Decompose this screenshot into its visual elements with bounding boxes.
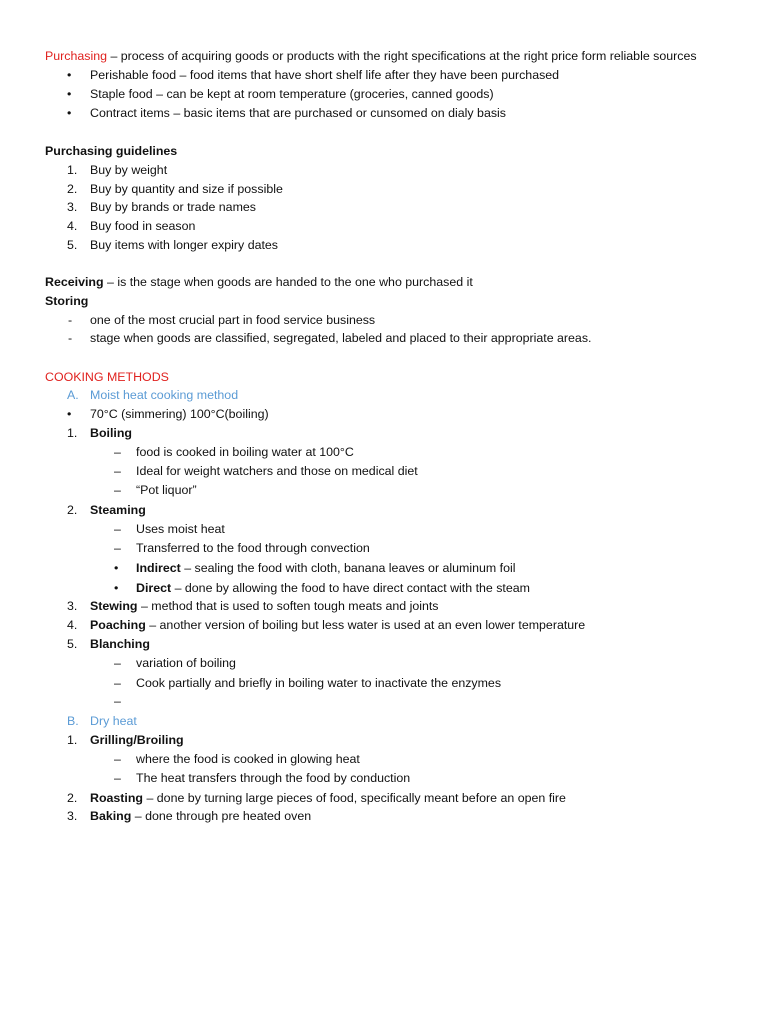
list-number: 3. bbox=[67, 809, 78, 823]
guideline-item: Buy by brands or trade names bbox=[90, 200, 256, 214]
endash-marker: – bbox=[114, 752, 121, 766]
dash-marker: - bbox=[68, 331, 73, 345]
endash-marker: – bbox=[114, 676, 121, 690]
stewing-item bbox=[90, 598, 439, 614]
section-letter: B. bbox=[67, 714, 79, 728]
receiving-definition bbox=[45, 274, 473, 290]
bullet-marker: • bbox=[67, 87, 72, 101]
purchasing-definition bbox=[45, 48, 697, 64]
boiling-title: Boiling bbox=[90, 426, 132, 440]
indirect-term: Indirect bbox=[136, 561, 181, 575]
list-number: 1. bbox=[67, 163, 78, 177]
purchasing-term: Purchasing bbox=[45, 49, 107, 63]
bullet-marker: • bbox=[67, 407, 72, 421]
direct-term: Direct bbox=[136, 581, 172, 595]
baking-text: – done through pre heated oven bbox=[131, 809, 312, 823]
list-number: 3. bbox=[67, 200, 78, 214]
section-letter: A. bbox=[67, 388, 79, 402]
poaching-item bbox=[90, 617, 585, 633]
endash-marker: – bbox=[114, 694, 121, 708]
list-number: 5. bbox=[67, 238, 78, 252]
endash-marker: – bbox=[114, 522, 121, 536]
poaching-text: – another version of boiling but less water is used at an even lower temperature bbox=[145, 618, 586, 632]
guidelines-heading: Purchasing guidelines bbox=[45, 144, 178, 158]
roasting-term: Roasting bbox=[90, 791, 144, 805]
steaming-title: Steaming bbox=[90, 503, 146, 517]
blanching-item: Cook partially and briefly in boiling water to inactivate the enzymes bbox=[136, 676, 502, 690]
guideline-item: Buy by weight bbox=[90, 163, 168, 177]
endash-marker: – bbox=[114, 541, 121, 555]
baking-term: Baking bbox=[90, 809, 132, 823]
guideline-item: Buy by quantity and size if possible bbox=[90, 182, 283, 196]
purchasing-bullet-staple: Staple food – can be kept at room temperature (groceries, canned goods) bbox=[90, 87, 494, 101]
endash-marker: – bbox=[114, 445, 121, 459]
list-number: 2. bbox=[67, 503, 78, 517]
purchasing-bullet-perishable: Perishable food – food items that have short shelf life after they have been purchased bbox=[90, 68, 560, 82]
list-number: 4. bbox=[67, 219, 78, 233]
roasting-item bbox=[90, 790, 566, 806]
bullet-marker: • bbox=[114, 561, 119, 575]
list-number: 5. bbox=[67, 637, 78, 651]
stewing-term: Stewing bbox=[90, 599, 138, 613]
moist-heat-title: Moist heat cooking method bbox=[90, 388, 239, 402]
list-number: 1. bbox=[67, 426, 78, 440]
cooking-methods-heading: COOKING METHODS bbox=[45, 370, 169, 384]
grilling-item: The heat transfers through the food by conduction bbox=[136, 771, 411, 785]
endash-marker: – bbox=[114, 656, 121, 670]
bullet-marker: • bbox=[67, 106, 72, 120]
receiving-definition-text: – is the stage when goods are handed to the one who purchased it bbox=[103, 275, 473, 289]
guideline-item: Buy food in season bbox=[90, 219, 196, 233]
storing-item: one of the most crucial part in food service business bbox=[90, 313, 376, 327]
purchasing-definition-text: – process of acquiring goods or products with the right specifications at the right price form reliable sources bbox=[107, 49, 697, 63]
direct-text: – done by allowing the food to have direct contact with the steam bbox=[171, 581, 530, 595]
grilling-title: Grilling/Broiling bbox=[90, 733, 184, 747]
baking-item bbox=[90, 808, 311, 824]
roasting-text: – done by turning large pieces of food, specifically meant before an open fire bbox=[143, 791, 566, 805]
bullet-marker: • bbox=[67, 68, 72, 82]
steaming-item: Uses moist heat bbox=[136, 522, 225, 536]
blanching-item: variation of boiling bbox=[136, 656, 236, 670]
list-number: 4. bbox=[67, 618, 78, 632]
list-number: 2. bbox=[67, 791, 78, 805]
storing-item: stage when goods are classified, segregated, labeled and placed to their appropriate areas. bbox=[90, 331, 592, 345]
dry-heat-title: Dry heat bbox=[90, 714, 137, 728]
boiling-item: “Pot liquor” bbox=[136, 483, 197, 497]
bullet-marker: • bbox=[114, 581, 119, 595]
blanching-title: Blanching bbox=[90, 637, 150, 651]
endash-marker: – bbox=[114, 464, 121, 478]
poaching-term: Poaching bbox=[90, 618, 146, 632]
list-number: 1. bbox=[67, 733, 78, 747]
steaming-direct bbox=[136, 580, 530, 596]
steaming-item: Transferred to the food through convection bbox=[136, 541, 370, 555]
indirect-text: – sealing the food with cloth, banana leaves or aluminum foil bbox=[180, 561, 516, 575]
list-number: 2. bbox=[67, 182, 78, 196]
endash-marker: – bbox=[114, 771, 121, 785]
moist-heat-temperature: 70°C (simmering) 100°C(boiling) bbox=[90, 407, 269, 421]
steaming-indirect bbox=[136, 560, 516, 576]
storing-heading: Storing bbox=[45, 294, 89, 308]
receiving-term: Receiving bbox=[45, 275, 104, 289]
endash-marker: – bbox=[114, 483, 121, 497]
purchasing-bullet-contract: Contract items – basic items that are purchased or cunsomed on dialy basis bbox=[90, 106, 506, 120]
guideline-item: Buy items with longer expiry dates bbox=[90, 238, 279, 252]
boiling-item: Ideal for weight watchers and those on medical diet bbox=[136, 464, 418, 478]
list-number: 3. bbox=[67, 599, 78, 613]
boiling-item: food is cooked in boiling water at 100°C bbox=[136, 445, 354, 459]
grilling-item: where the food is cooked in glowing heat bbox=[136, 752, 360, 766]
dash-marker: - bbox=[68, 313, 73, 327]
stewing-text: – method that is used to soften tough meats and joints bbox=[137, 599, 439, 613]
